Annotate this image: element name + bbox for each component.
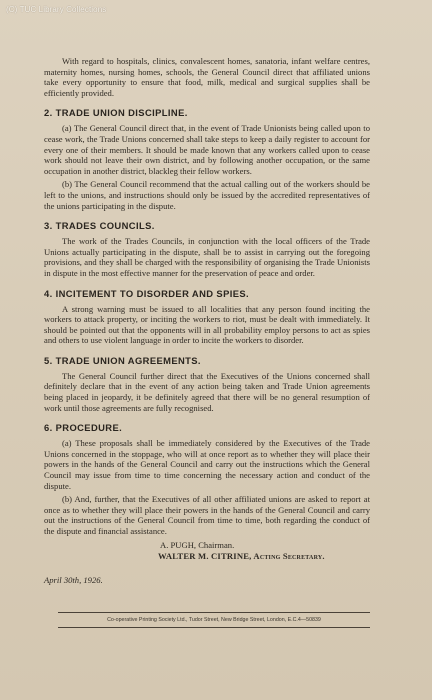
- section-heading: 6. PROCEDURE.: [44, 422, 123, 434]
- section-heading: 2. TRADE UNION DISCIPLINE.: [44, 107, 188, 119]
- section-heading: 4. INCITEMENT TO DISORDER AND SPIES.: [44, 287, 250, 299]
- chairman-signature: A. PUGH, Chairman.: [160, 539, 235, 550]
- section-trade-union-discipline: [44, 107, 370, 211]
- document-body: [44, 56, 370, 585]
- section-paragraph: The work of the Trades Councils, in conjunction with the local officers of the Trade Unions actually participating in the dispute, shall be to assist in carrying out the foregoing provisions, and they shall be charged with the responsibility of organising the Trade Unionists in dispute in the most effective manner for the preservation of peace and order.: [44, 236, 370, 278]
- watermark: (C) TUC Library Collections: [6, 5, 107, 14]
- section-procedure: [44, 422, 370, 536]
- section-paragraph: A strong warning must be issued to all localities that any person found inciting the workers to attack property, or inciting the workers to riot, must be dealt with immediately. It should be pointed out that the opponents will in all probability employ persons to act as spies and others to use violent language in order to incite the workers to disorder.: [44, 303, 370, 346]
- secretary-signature: WALTER M. CITRINE, Acting Secretary.: [158, 550, 325, 561]
- section-paragraph: (b) The General Council recommend that the actual calling out of the workers should be left to the unions, and instructions should only be issued by the accredited representatives of the unions participating in the dispute.: [44, 179, 370, 211]
- printer-imprint: Co-operative Printing Society Ltd., Tudor Street, New Bridge Street, London, E.C.4—50839: [107, 617, 321, 623]
- section-agreements: [44, 355, 370, 413]
- section-incitement: [44, 288, 370, 346]
- section-paragraph: (a) The General Council direct that, in the event of Trade Unionists being called upon to cease work, the Trade Unions concerned shall take steps to keep a daily register to account for every one of their members. It should be made known that any workers called upon to cease work should not leave their own district, and by following another occupation, or the same occupation in another district, blackleg their fellow workers.: [44, 123, 370, 176]
- section-paragraph: The General Council further direct that the Executives of the Unions concerned shall definitely declare that in the event of any action being taken and Trade Union agreements being placed in jeopardy, it be definitely agreed that there will be no general resumption of work until those agreements are fully recognised.: [44, 370, 370, 413]
- document-date: April 30th, 1926.: [44, 574, 103, 585]
- intro-paragraph: With regard to hospitals, clinics, convalescent homes, sanatoria, infant welfare centres, maternity homes, nursing homes, schools, the General Council direct that affiliated unions take every opportunity to ensure that food, milk, medical and surgical supplies shall be efficiently provided.: [44, 56, 370, 98]
- section-paragraph: (a) These proposals shall be immediately considered by the Executives of the Trade Unions concerned in the stoppage, who will at once report as to whether they will place their powers in the hands of the General Council and carry out the instructions which the General Council may issue from time to time concerning the necessary action and conduct of the dispute.: [44, 438, 370, 491]
- section-heading: 5. TRADE UNION AGREEMENTS.: [44, 354, 201, 366]
- section-paragraph: (b) And, further, that the Executives of all other affiliated unions are asked to report at once as to whether they will place their powers in the hands of the General Council and carry out the instructions of the General Council from time to time, both regarding the conduct of the dispute and financial assistance.: [44, 494, 370, 536]
- section-heading: 3. TRADES COUNCILS.: [44, 220, 155, 232]
- imprint-rule-bottom: [58, 627, 370, 628]
- section-trades-councils: [44, 220, 370, 278]
- imprint-rule-top: [58, 612, 370, 613]
